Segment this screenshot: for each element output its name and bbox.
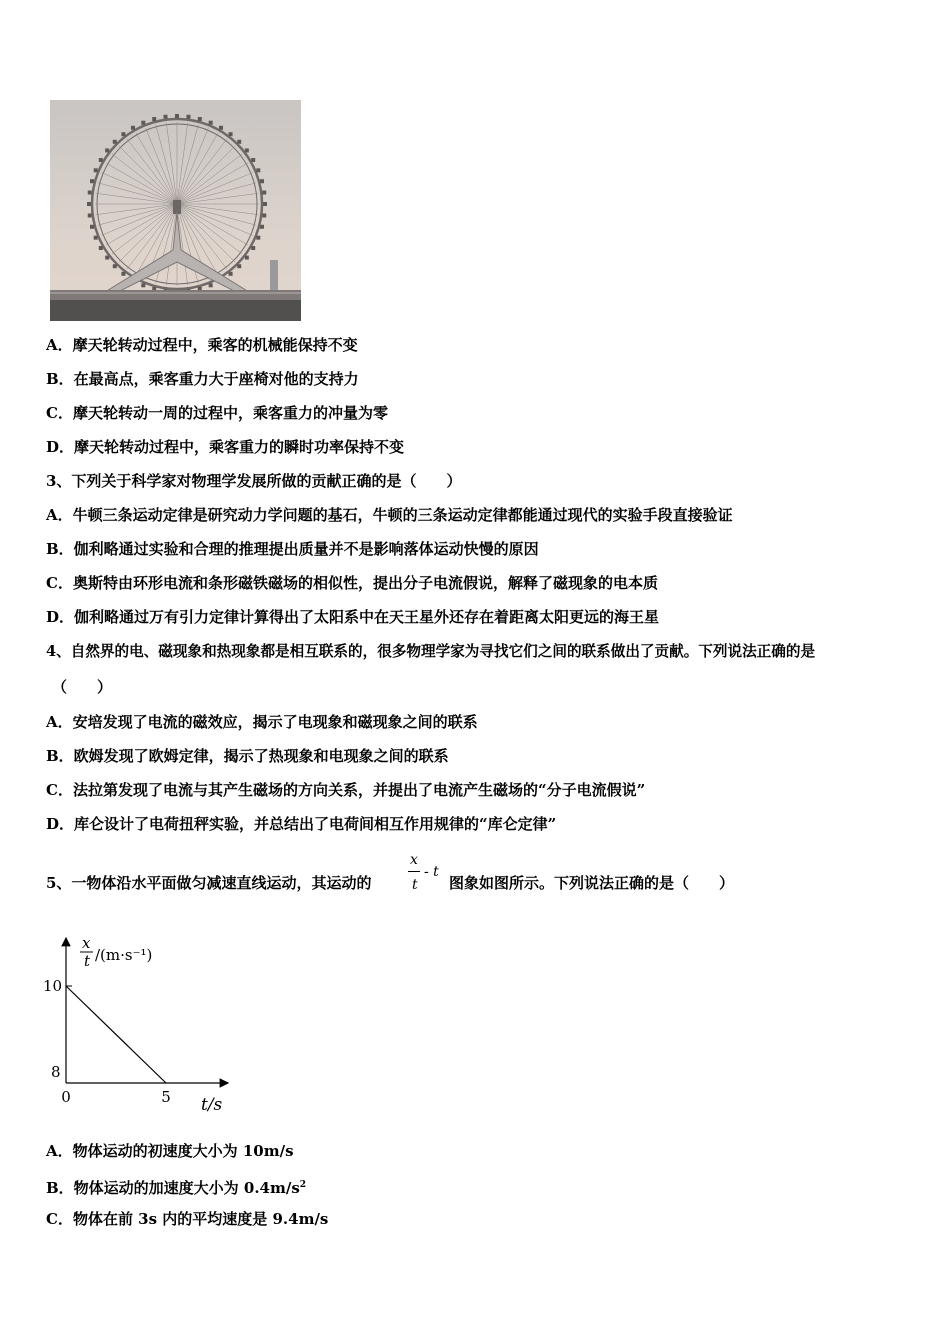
wheel-cabin [99,158,103,162]
q5-graph [38,930,248,1115]
wheel-cabin [260,225,264,229]
ferris-wheel-photo [50,100,301,321]
wheel-cabin [113,264,117,268]
q5-option-c: C．物体在前 3s 内的平均速度是 9.4m/s [46,1210,329,1228]
wheel-cabin [237,264,241,268]
q5-option-b-text: B．物体运动的加速度大小为 0.4m/s [46,1179,300,1197]
x-tick-0: 0 [61,1088,71,1106]
q4-option-b: B．欧姆发现了欧姆定律，揭示了热现象和电现象之间的联系 [46,747,449,765]
wheel-cabin [262,191,266,195]
q5-stem-a: 5、一物体沿水平面做匀减速直线运动，其运动的 [46,874,372,892]
wheel-cabin [131,126,135,130]
wheel-cabin [113,140,117,144]
wheel-cabin [164,115,168,119]
q4-option-d: D．库仑设计了电荷扭秤实验，并总结出了电荷间相互作用规律的“库仑定律” [46,815,557,833]
q2-option-b: B．在最高点，乘客重力大于座椅对他的支持力 [46,370,359,388]
wheel-cabin [256,168,260,172]
q4-stem-cont: （ ） [52,678,113,696]
wheel-cabin [175,114,179,118]
q3-option-d: D．伽利略通过万有引力定律计算得出了太阳系中在天王星外还存在着距离太阳更远的海王星 [46,608,660,626]
wheel-cabin [88,213,92,217]
wheel-cabin [121,132,125,136]
wheel-cabin [105,256,109,260]
y-label-den: t [84,952,91,970]
q5-option-a: A．物体运动的初速度大小为 10m/s [46,1142,294,1160]
q3-option-a: A．牛顿三条运动定律是研究动力学问题的基石，牛顿的三条运动定律都能通过现代的实验手段直接验证 [46,506,733,524]
q5-fraction-tail: - t [424,864,439,880]
wheel-cabin [99,246,103,250]
q4-option-a: A．安培发现了电流的磁效应，揭示了电现象和磁现象之间的联系 [46,713,478,731]
y-label-num: x [82,934,91,952]
wheel-cabin [237,140,241,144]
wheel-cabin [88,191,92,195]
wheel-cabin [186,115,190,119]
q5-fraction-denominator: t [412,877,418,893]
wheel-cabin [229,132,233,136]
wheel-cabin [263,202,267,206]
wheel-cabin [219,126,223,130]
y-tick-8: 8 [51,1063,61,1081]
wheel-cabin [262,213,266,217]
wheel-cabin [87,202,91,206]
wheel-cabin [251,158,255,162]
wheel-cabin [245,148,249,152]
q2-option-d: D．摩天轮转动过程中，乘客重力的瞬时功率保持不变 [46,438,405,456]
wheel-cabin [198,117,202,121]
q4-stem: 4、自然界的电、磁现象和热现象都是相互联系的，很多物理学家为寻找它们之间的联系做出了贡献。下列说法正确的是 [46,643,816,660]
wheel-cabin [209,121,213,125]
q5-stem-b: 图象如图所示。下列说法正确的是（ ） [449,874,735,892]
wheel-cabin [141,121,145,125]
wheel-cabin [251,246,255,250]
wheel-cabin [90,225,94,229]
wheel-cabin [229,272,233,276]
q3-option-c: C．奥斯特由环形电流和条形磁铁磁场的相似性，提出分子电流假说，解释了磁现象的电本质 [46,574,658,592]
wheel-cabin [105,148,109,152]
q5-fraction-bar [408,871,420,872]
q4-option-c: C．法拉第发现了电流与其产生磁场的方向关系，并提出了电流产生磁场的“分子电流假说” [46,781,646,799]
q5-fraction-numerator: x [410,852,418,868]
wheel-cabin [152,117,156,121]
wheel-cabin [94,236,98,240]
x-label: t/s [201,1095,223,1115]
wheel-cabin [256,236,260,240]
wheel-cabin [94,168,98,172]
wheel-cabin [209,283,213,287]
q2-option-c: C．摩天轮转动一周的过程中，乘客重力的冲量为零 [46,404,388,422]
wheel-cabin [245,256,249,260]
q5-option-b [46,1175,306,1198]
wheel-cabin [260,179,264,183]
wheel-cabin [141,283,145,287]
y-tick-10: 10 [43,977,63,995]
q3-option-b: B．伽利略通过实验和合理的推理提出质量并不是影响落体运动快慢的原因 [46,540,539,558]
y-label-unit: /(m·s⁻¹) [95,946,153,964]
q3-stem: 3、下列关于科学家对物理学发展所做的贡献正确的是（ ） [46,472,462,490]
wheel-cabin [121,272,125,276]
q2-option-a: A．摩天轮转动过程中，乘客的机械能保持不变 [46,336,358,354]
x-tick-5: 5 [161,1088,171,1106]
series-line [66,986,166,1083]
q5-option-b-superscript: 2 [299,1180,307,1190]
wheel-cabin [90,179,94,183]
